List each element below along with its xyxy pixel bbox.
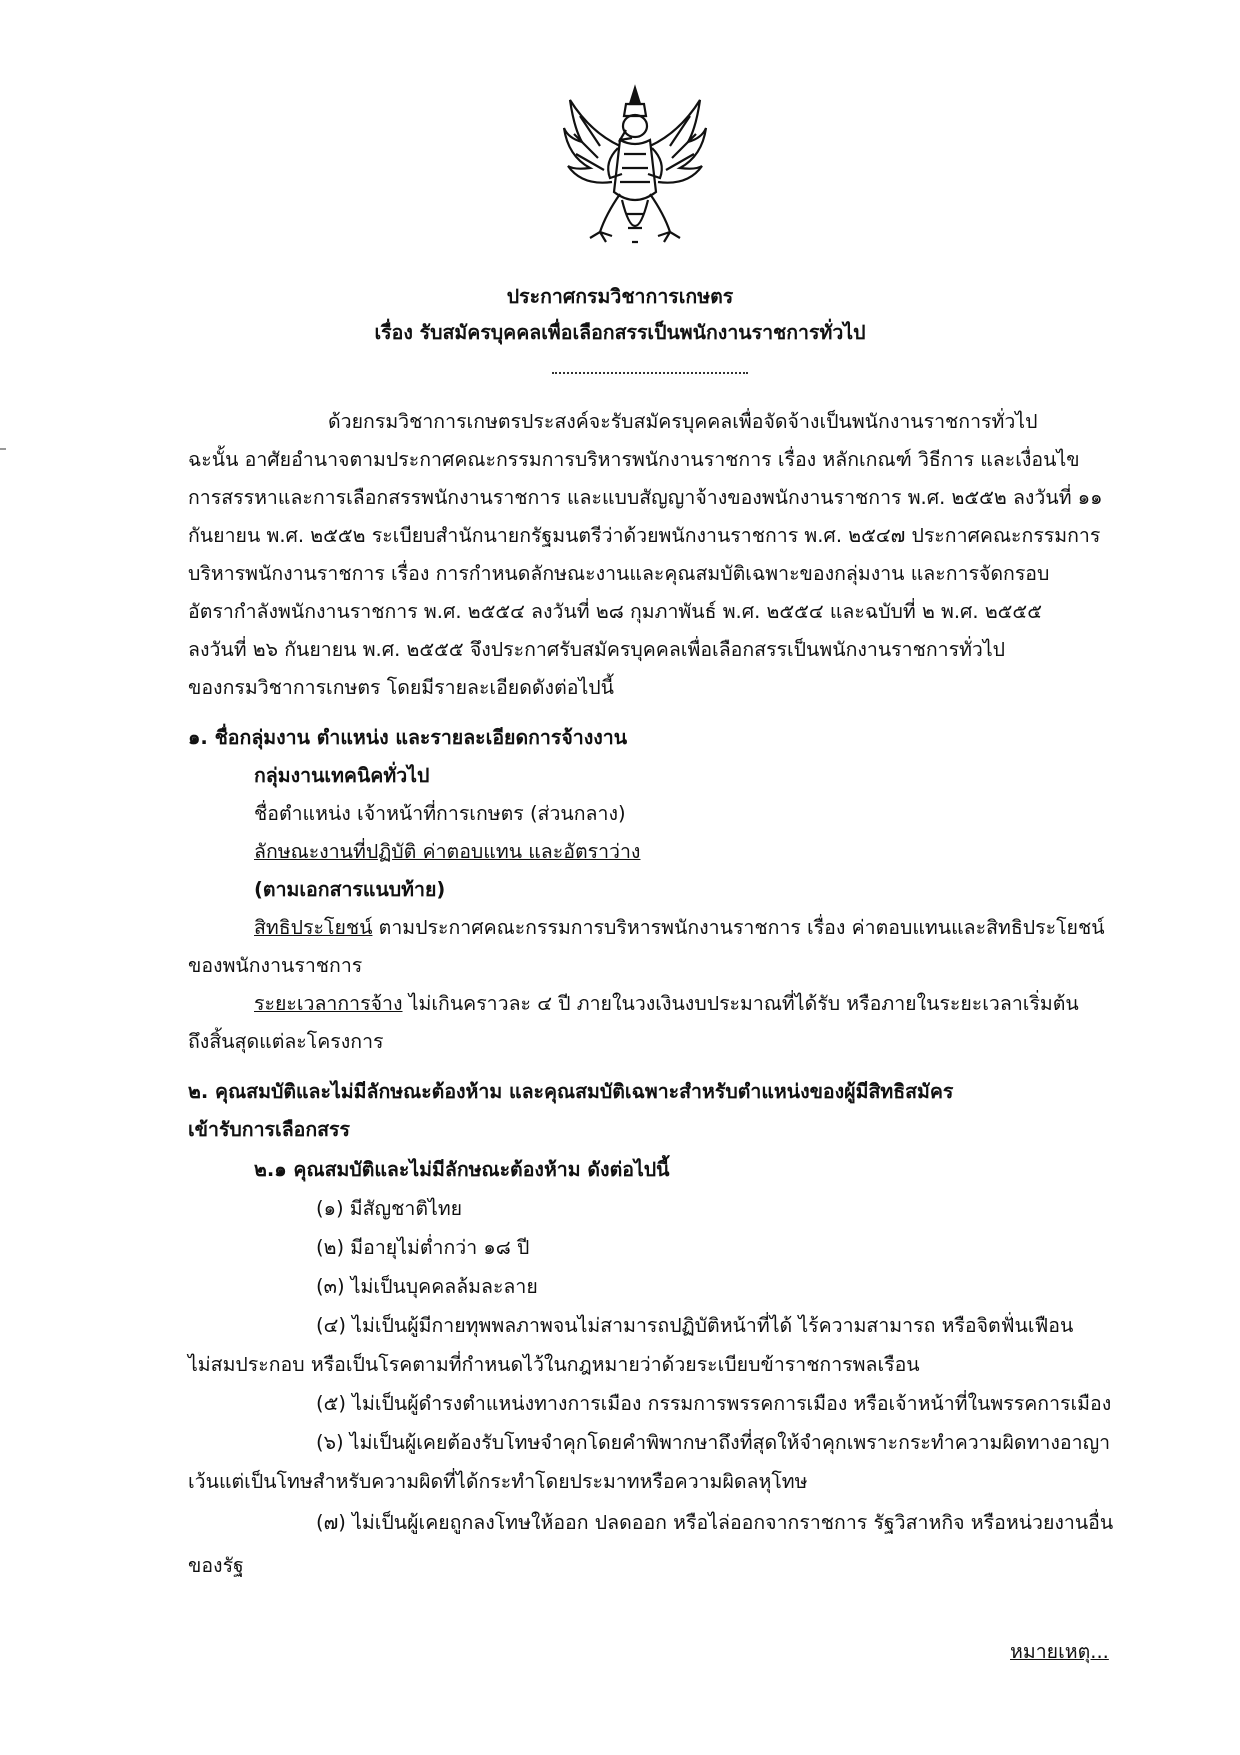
garuda-emblem-icon [560, 82, 710, 262]
intro-line-5: บริหารพนักงานราชการ เรื่อง การกำหนดลักษณะงานและคุณสมบัติเฉพาะของกลุ่มงาน และการจัดกรอบ [188, 562, 1050, 585]
scan-edge-mark [0, 448, 6, 450]
period-line [254, 991, 1079, 1017]
period-text: ไม่เกินคราวละ ๔ ปี ภายในวงเงินงบประมาณที่ได้รับ หรือภายในระยะเวลาเริ่มต้น [402, 992, 1079, 1015]
benefits-continued: ของพนักงานราชการ [188, 954, 363, 977]
criteria-item-6-continued: เว้นแต่เป็นโทษสำหรับความผิดที่ได้กระทำโดยประมาทหรือความผิดลหุโทษ [188, 1470, 808, 1493]
intro-line-1: ด้วยกรมวิชาการเกษตรประสงค์จะรับสมัครบุคคลเพื่อจัดจ้างเป็นพนักงานราชการทั่วไป [328, 410, 1038, 433]
document-subject: เรื่อง รับสมัครบุคคลเพื่อเลือกสรรเป็นพนักงานราชการทั่วไป [374, 321, 866, 344]
criteria-item-4-continued: ไม่สมประกอบ หรือเป็นโรคตามที่กำหนดไว้ในกฎหมายว่าด้วยระเบียบข้าราชการพลเรือน [188, 1353, 920, 1376]
intro-line-4: กันยายน พ.ศ. ๒๕๕๒ ระเบียบสำนักนายกรัฐมนตรีว่าด้วยพนักงานราชการ พ.ศ. ๒๕๔๗ ประกาศคณะกรรมการ [188, 524, 1101, 547]
intro-line-7: ลงวันที่ ๒๖ กันยายน พ.ศ. ๒๕๕๕ จึงประกาศรับสมัครบุคคลเพื่อเลือกสรรเป็นพนักงานราชการทั่วไป [188, 638, 1006, 661]
continued-footer: หมายเหตุ... [1010, 1640, 1109, 1663]
criteria-item-4: (๔) ไม่เป็นผู้มีกายทุพพลภาพจนไม่สามารถปฏิบัติหน้าที่ได้ ไร้ความสามารถ หรือจิตฟั่นเฟือน [316, 1314, 1074, 1337]
benefits-line [254, 915, 1105, 941]
period-label: ระยะเวลาการจ้าง [254, 992, 403, 1015]
section-2-heading: ๒. คุณสมบัติและไม่มีลักษณะต้องห้าม และคุณสมบัติเฉพาะสำหรับตำแหน่งของผู้มีสิทธิสมัคร [188, 1080, 954, 1103]
intro-line-3: การสรรหาและการเลือกสรรพนักงานราชการ และแบบสัญญาจ้างของพนักงานราชการ พ.ศ. ๒๕๕๒ ลงวันที่ ๑๑ [188, 486, 1103, 509]
document-title: ประกาศกรมวิชาการเกษตร [506, 285, 734, 308]
criteria-item-6: (๖) ไม่เป็นผู้เคยต้องรับโทษจำคุกโดยคำพิพากษาถึงที่สุดให้จำคุกเพราะกระทำความผิดทางอาญา [316, 1431, 1111, 1454]
job-nature-label: ลักษณะงานที่ปฏิบัติ ค่าตอบแทน และอัตราว่าง [254, 840, 641, 863]
attachment-note: (ตามเอกสารแนบท้าย) [254, 878, 446, 901]
title-divider [552, 372, 748, 374]
criteria-item-7-continued: ของรัฐ [188, 1554, 244, 1577]
section-2-1-heading: ๒.๑ คุณสมบัติและไม่มีลักษณะต้องห้าม ดังต่อไปนี้ [254, 1158, 670, 1181]
benefits-label: สิทธิประโยชน์ [254, 916, 373, 939]
criteria-item-5: (๕) ไม่เป็นผู้ดำรงตำแหน่งทางการเมือง กรรมการพรรคการเมือง หรือเจ้าหน้าที่ในพรรคการเมือง [316, 1392, 1112, 1415]
job-position: ชื่อตำแหน่ง เจ้าหน้าที่การเกษตร (ส่วนกลาง) [254, 802, 626, 825]
criteria-item-2: (๒) มีอายุไม่ต่ำกว่า ๑๘ ปี [316, 1236, 530, 1259]
section-2-heading-continued: เข้ารับการเลือกสรร [188, 1118, 351, 1141]
intro-line-2: ฉะนั้น อาศัยอำนาจตามประกาศคณะกรรมการบริหารพนักงานราชการ เรื่อง หลักเกณฑ์ วิธีการ และเงื่อนไข [188, 448, 1080, 471]
period-continued: ถึงสิ้นสุดแต่ละโครงการ [188, 1030, 384, 1053]
section-1-heading: ๑. ชื่อกลุ่มงาน ตำแหน่ง และรายละเอียดการจ้างงาน [188, 726, 628, 749]
intro-line-6: อัตรากำลังพนักงานราชการ พ.ศ. ๒๕๕๔ ลงวันที่ ๒๘ กุมภาพันธ์ พ.ศ. ๒๕๕๔ และฉบับที่ ๒ พ.ศ. ๒๕๕๕ [188, 600, 1042, 623]
criteria-item-1: (๑) มีสัญชาติไทย [316, 1197, 463, 1220]
criteria-item-7: (๗) ไม่เป็นผู้เคยถูกลงโทษให้ออก ปลดออก หรือไล่ออกจากราชการ รัฐวิสาหกิจ หรือหน่วยงานอื่น [316, 1511, 1114, 1534]
benefits-text: ตามประกาศคณะกรรมการบริหารพนักงานราชการ เรื่อง ค่าตอบแทนและสิทธิประโยชน์ [372, 916, 1105, 939]
intro-line-8: ของกรมวิชาการเกษตร โดยมีรายละเอียดดังต่อไปนี้ [188, 676, 614, 699]
criteria-item-3: (๓) ไม่เป็นบุคคลล้มละลาย [316, 1275, 538, 1298]
job-group: กลุ่มงานเทคนิคทั่วไป [254, 764, 430, 787]
